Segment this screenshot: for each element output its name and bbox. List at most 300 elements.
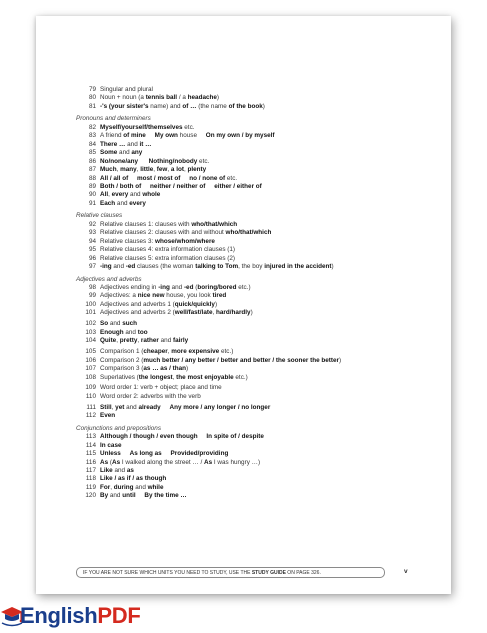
section-title: Conjunctions and prepositions bbox=[76, 424, 161, 432]
unit-title-keyword: any bbox=[131, 149, 143, 157]
unit-title-text bbox=[180, 175, 189, 182]
contents-entry bbox=[76, 404, 436, 412]
unit-title-text: and bbox=[112, 467, 127, 475]
unit-title-keyword: most / most of bbox=[137, 174, 181, 182]
unit-number: 90 bbox=[88, 191, 96, 199]
unit-title-text: Singular and plural bbox=[100, 86, 153, 93]
unit-number: 89 bbox=[88, 182, 96, 190]
contents-section bbox=[76, 212, 436, 271]
unit-title-keyword: -ing bbox=[158, 283, 170, 291]
unit-title-keyword: neither / neither of bbox=[150, 182, 206, 190]
unit-title-text: , bbox=[167, 166, 171, 174]
unit-title-keyword: whose/whom/where bbox=[155, 237, 215, 245]
unit-number: 83 bbox=[88, 132, 96, 140]
unit-title bbox=[100, 365, 188, 373]
unit-title bbox=[100, 103, 265, 111]
unit-number: 114 bbox=[85, 441, 96, 449]
unit-title-keyword: of the book bbox=[228, 102, 263, 110]
unit-title-text: Adjectives and adverbs 2 ( bbox=[100, 309, 175, 317]
unit-number: 94 bbox=[88, 237, 96, 245]
contents-entry bbox=[76, 246, 436, 254]
unit-title-keyword: -'s (your sister's bbox=[100, 102, 149, 110]
unit-title-keyword: quick/quickly bbox=[174, 300, 215, 308]
unit-title-text: Relative clauses 4: extra information clauses (1) bbox=[100, 246, 236, 254]
unit-title bbox=[100, 124, 195, 132]
contents-entry bbox=[76, 175, 436, 183]
unit-title bbox=[100, 238, 215, 246]
unit-title-keyword: much better / any better / better and better / the sooner the better bbox=[143, 356, 340, 364]
unit-title-text bbox=[146, 132, 155, 139]
contents-entry bbox=[76, 412, 436, 420]
unit-title-text: , bbox=[116, 166, 121, 174]
unit-title-text bbox=[205, 183, 214, 190]
unit-number: 109 bbox=[85, 384, 96, 392]
contents-entry bbox=[76, 238, 436, 246]
unit-title bbox=[100, 86, 153, 94]
unit-title-keyword: as bbox=[126, 467, 134, 475]
unit-title-text: etc.) bbox=[219, 348, 234, 356]
unit-title-keyword: it … bbox=[139, 140, 152, 148]
contents-entry bbox=[76, 393, 436, 401]
unit-title-keyword: such bbox=[122, 320, 138, 328]
unit-title bbox=[100, 374, 248, 382]
unit-number: 91 bbox=[88, 199, 96, 207]
contents-entry bbox=[76, 94, 436, 102]
unit-title-text bbox=[128, 175, 137, 182]
contents-entry bbox=[76, 141, 436, 149]
unit-title-text: house, you look bbox=[164, 292, 213, 300]
unit-title bbox=[100, 492, 187, 500]
unit-number: 87 bbox=[88, 166, 96, 174]
entry-group bbox=[76, 404, 436, 421]
unit-title bbox=[100, 183, 262, 191]
unit-title-text: ) bbox=[186, 365, 189, 373]
unit-title-text: etc. bbox=[225, 174, 238, 182]
unit-title-keyword: Nothing/nobody bbox=[148, 157, 198, 165]
unit-number: 101 bbox=[85, 309, 96, 317]
unit-title-text: etc. bbox=[182, 123, 195, 131]
unit-title-text: , bbox=[167, 348, 172, 356]
unit-title bbox=[100, 357, 341, 365]
unit-title-text: Relative clauses 3: bbox=[100, 237, 156, 245]
unit-title-text bbox=[141, 183, 150, 190]
contents-entry bbox=[76, 229, 436, 237]
unit-title bbox=[100, 229, 271, 237]
unit-title-text: ) bbox=[262, 102, 265, 110]
unit-title-text: Noun + noun (a bbox=[100, 94, 146, 102]
contents-entry bbox=[76, 365, 436, 373]
unit-title-text: ) bbox=[214, 300, 218, 308]
unit-number: 117 bbox=[85, 467, 96, 475]
unit-title-keyword: All / all of bbox=[100, 174, 129, 182]
unit-title-keyword: By bbox=[100, 492, 109, 500]
unit-title-keyword: the longest bbox=[138, 373, 173, 381]
unit-title-text: etc.) bbox=[236, 283, 251, 291]
unit-title-keyword: hard/hardly bbox=[216, 309, 251, 317]
contents-entry bbox=[76, 484, 436, 492]
unit-title bbox=[100, 459, 260, 467]
unit-number: 85 bbox=[88, 149, 96, 157]
unit-title-keyword: of … bbox=[182, 102, 197, 110]
unit-title-keyword: As bbox=[204, 458, 213, 466]
unit-title-text: and bbox=[158, 337, 173, 345]
unit-title-text: Superlatives ( bbox=[100, 373, 139, 381]
unit-title-keyword: rather bbox=[140, 337, 159, 345]
contents-entry bbox=[76, 284, 436, 292]
unit-title-text bbox=[121, 450, 130, 457]
unit-number: 110 bbox=[85, 392, 96, 400]
unit-title bbox=[100, 433, 264, 441]
unit-title-text: Adjectives ending in bbox=[100, 283, 159, 291]
unit-title bbox=[100, 320, 137, 328]
unit-title-text: Word order 1: verb + object; place and time bbox=[100, 384, 222, 392]
englishpdf-logo bbox=[0, 599, 160, 633]
unit-number: 79 bbox=[88, 86, 96, 93]
study-guide-note-pre: IF YOU ARE NOT SURE WHICH UNITS YOU NEED TO STUDY, USE THE bbox=[83, 570, 252, 576]
contents-entry bbox=[76, 450, 436, 458]
contents-entry bbox=[76, 433, 436, 441]
unit-title-keyword: My own bbox=[154, 132, 178, 140]
unit-title-keyword: while bbox=[147, 483, 164, 491]
contents-entry bbox=[76, 492, 436, 500]
unit-title-keyword: Like / as if / as though bbox=[100, 475, 167, 483]
unit-number: 86 bbox=[88, 157, 96, 165]
unit-title-keyword: who/that/which bbox=[191, 220, 238, 228]
unit-number: 80 bbox=[88, 94, 96, 102]
unit-number: 104 bbox=[85, 337, 96, 345]
unit-number: 112 bbox=[85, 412, 96, 420]
unit-title-text: , bbox=[136, 166, 141, 174]
unit-title-keyword: For bbox=[100, 483, 111, 491]
unit-title bbox=[100, 309, 253, 317]
unit-title-keyword: too bbox=[137, 328, 148, 336]
entry-group bbox=[76, 320, 436, 345]
contents-entry bbox=[76, 320, 436, 328]
unit-number: 82 bbox=[88, 123, 96, 131]
unit-title-text: I was hungry …) bbox=[212, 458, 261, 466]
entry-group bbox=[76, 221, 436, 272]
unit-title-text bbox=[162, 450, 171, 457]
contents-entry bbox=[76, 329, 436, 337]
unit-title-text: Comparison 1 ( bbox=[100, 348, 144, 356]
unit-number: 88 bbox=[88, 174, 96, 182]
unit-title-text: Comparison 3 ( bbox=[100, 365, 144, 373]
unit-title-keyword: of mine bbox=[123, 132, 146, 140]
contents-entry bbox=[76, 374, 436, 382]
contents-entry bbox=[76, 200, 436, 208]
unit-title-text: Adjectives and adverbs 1 ( bbox=[100, 300, 175, 308]
unit-title-keyword: every bbox=[129, 199, 146, 207]
unit-title-keyword: few bbox=[156, 166, 168, 174]
section-title: Pronouns and determiners bbox=[76, 115, 151, 123]
unit-title-keyword: every bbox=[111, 191, 129, 199]
unit-number: 111 bbox=[86, 403, 96, 411]
unit-title-keyword: Some bbox=[100, 149, 118, 157]
unit-number: 103 bbox=[85, 328, 96, 336]
contents-entry bbox=[76, 301, 436, 309]
contents-entry bbox=[76, 384, 436, 392]
unit-title-keyword: Unless bbox=[100, 450, 121, 458]
contents-entry bbox=[76, 158, 436, 166]
unit-title-text: / a bbox=[177, 94, 188, 102]
unit-title-text: ) bbox=[250, 309, 253, 317]
unit-title-keyword: pretty bbox=[119, 337, 138, 345]
contents-entry bbox=[76, 442, 436, 450]
unit-number: 120 bbox=[85, 492, 96, 500]
unit-title-text: and bbox=[133, 483, 148, 491]
unit-title bbox=[100, 191, 160, 199]
unit-title-keyword: boring/bored bbox=[197, 283, 237, 291]
unit-title-text: ) bbox=[216, 94, 220, 102]
contents-entry bbox=[76, 124, 436, 132]
unit-title-text: ( bbox=[193, 283, 198, 291]
unit-number: 84 bbox=[88, 140, 96, 148]
unit-title-text: clauses (the woman bbox=[135, 263, 196, 271]
unit-number: 96 bbox=[88, 254, 96, 262]
unit-number: 102 bbox=[85, 320, 96, 328]
unit-title bbox=[100, 484, 163, 492]
unit-number: 115 bbox=[85, 450, 96, 458]
unit-title bbox=[100, 263, 334, 271]
unit-title-keyword: In case bbox=[100, 441, 122, 449]
unit-number: 95 bbox=[88, 246, 96, 254]
unit-title-keyword: tennis ball bbox=[145, 94, 178, 102]
unit-title-keyword: nice new bbox=[137, 292, 165, 300]
contents-list bbox=[76, 86, 436, 501]
unit-title-text: , bbox=[212, 309, 217, 317]
unit-title bbox=[100, 132, 275, 140]
unit-number: 99 bbox=[88, 292, 96, 300]
unit-title-keyword: There … bbox=[100, 140, 126, 148]
unit-title-text: , bbox=[110, 483, 114, 491]
unit-title-text: Adjectives: a bbox=[100, 292, 138, 300]
unit-title-keyword: during bbox=[113, 483, 134, 491]
contents-section bbox=[76, 425, 436, 501]
entry-group bbox=[76, 124, 436, 209]
unit-title-text: and bbox=[123, 328, 138, 336]
contents-entry bbox=[76, 86, 436, 94]
unit-title bbox=[100, 284, 251, 292]
unit-title-keyword: plenty bbox=[187, 166, 207, 174]
contents-entry bbox=[76, 191, 436, 199]
unit-title bbox=[100, 141, 151, 149]
unit-number: 118 bbox=[85, 475, 96, 483]
unit-number: 93 bbox=[88, 229, 96, 237]
logo-word-pdf: PDF bbox=[97, 603, 141, 628]
contents-entry bbox=[76, 459, 436, 467]
unit-title-keyword: no / none of bbox=[189, 174, 226, 182]
unit-title bbox=[100, 475, 166, 483]
unit-title-keyword: In spite of / despite bbox=[206, 433, 264, 441]
unit-title-keyword: All bbox=[100, 191, 109, 199]
unit-title-keyword: cheaper bbox=[143, 348, 168, 356]
unit-title-keyword: So bbox=[100, 320, 109, 328]
contents-entry bbox=[76, 309, 436, 317]
contents-entry bbox=[76, 221, 436, 229]
unit-title-text: and bbox=[169, 283, 184, 291]
unit-title-keyword: Any more / any longer / no longer bbox=[169, 403, 271, 411]
contents-section bbox=[76, 276, 436, 421]
unit-number: 92 bbox=[88, 220, 96, 228]
unit-number: 113 bbox=[85, 433, 96, 441]
unit-title-keyword: Each bbox=[100, 199, 116, 207]
unit-title-text: name) and bbox=[148, 102, 183, 110]
unit-title-keyword: the most enjoyable bbox=[176, 373, 234, 381]
unit-title-keyword: little bbox=[140, 166, 154, 174]
unit-title-keyword: a lot bbox=[170, 166, 184, 174]
unit-title-text: A friend bbox=[100, 132, 124, 140]
unit-title-keyword: As bbox=[112, 458, 121, 466]
unit-title-keyword: Even bbox=[100, 412, 116, 420]
unit-number: 98 bbox=[88, 283, 96, 291]
entry-group bbox=[76, 284, 436, 318]
contents-entry bbox=[76, 263, 436, 271]
unit-title bbox=[100, 393, 201, 401]
unit-title-text: ) bbox=[339, 356, 342, 364]
study-guide-link-text: STUDY GUIDE bbox=[251, 570, 286, 576]
unit-number: 116 bbox=[85, 458, 96, 466]
unit-title bbox=[100, 301, 217, 309]
unit-title-keyword: more expensive bbox=[171, 348, 220, 356]
unit-title bbox=[100, 221, 237, 229]
unit-title-keyword: as … as / than bbox=[143, 365, 187, 373]
unit-title-text: Word order 2: adverbs with the verb bbox=[100, 392, 201, 400]
unit-title bbox=[100, 149, 142, 157]
unit-title bbox=[100, 450, 228, 458]
unit-title-text: I walked along the street … / bbox=[120, 458, 205, 466]
unit-title-keyword: who/that/which bbox=[225, 229, 272, 237]
unit-title-keyword: tired bbox=[212, 292, 227, 300]
unit-title-text: Relative clauses 2: clauses with and without bbox=[100, 229, 226, 237]
unit-title-keyword: On my own / by myself bbox=[205, 132, 275, 140]
study-guide-note-post: ON PAGE 326. bbox=[285, 570, 321, 576]
logo-wordmark bbox=[20, 602, 140, 630]
unit-title-text: and bbox=[125, 140, 140, 148]
unit-title-keyword: fairly bbox=[173, 337, 189, 345]
entry-group bbox=[76, 348, 436, 382]
unit-title-text: and bbox=[111, 263, 126, 271]
unit-title-text: and bbox=[124, 403, 139, 411]
unit-title-text: ( bbox=[108, 458, 112, 466]
unit-title bbox=[100, 412, 115, 420]
unit-title-keyword: already bbox=[138, 403, 161, 411]
unit-title-keyword: yet bbox=[115, 403, 125, 411]
unit-title bbox=[100, 292, 226, 300]
unit-title-text: and bbox=[128, 191, 143, 199]
contents-entry bbox=[76, 467, 436, 475]
unit-title-text: etc. bbox=[197, 157, 210, 165]
unit-number: 105 bbox=[85, 348, 96, 356]
unit-title-keyword: By the time … bbox=[144, 492, 187, 500]
unit-title-keyword: -ing bbox=[100, 263, 112, 271]
unit-title bbox=[100, 337, 188, 345]
unit-title-keyword: Quite bbox=[100, 337, 117, 345]
unit-title-keyword: -ed bbox=[183, 283, 194, 291]
unit-title-text: (the name bbox=[196, 102, 229, 110]
unit-title bbox=[100, 158, 209, 166]
unit-title bbox=[100, 467, 134, 475]
contents-entry bbox=[76, 255, 436, 263]
study-guide-note bbox=[76, 567, 385, 578]
unit-title-text: , bbox=[108, 191, 112, 199]
unit-title bbox=[100, 255, 235, 263]
unit-title-text: Comparison 2 ( bbox=[100, 356, 144, 364]
unit-title-text: , bbox=[137, 337, 141, 345]
unit-title bbox=[100, 175, 237, 183]
contents-entry bbox=[76, 348, 436, 356]
unit-title-text: , bbox=[111, 403, 116, 411]
contents-entry bbox=[76, 166, 436, 174]
unit-number: 107 bbox=[85, 365, 96, 373]
contents-entry bbox=[76, 132, 436, 140]
unit-title-keyword: talking to Tom bbox=[195, 263, 239, 271]
intro-entries bbox=[76, 86, 436, 111]
contents-entry bbox=[76, 103, 436, 111]
unit-title bbox=[100, 200, 146, 208]
contents-entry bbox=[76, 475, 436, 483]
logo-word-english: English bbox=[20, 603, 98, 628]
unit-number: 108 bbox=[85, 373, 96, 381]
unit-title-keyword: As bbox=[100, 458, 109, 466]
contents-entry bbox=[76, 149, 436, 157]
unit-title bbox=[100, 246, 235, 254]
unit-number: 81 bbox=[88, 102, 96, 110]
unit-number: 97 bbox=[88, 263, 96, 271]
contents-entry bbox=[76, 337, 436, 345]
unit-title-text: , the boy bbox=[238, 263, 265, 271]
page-number: v bbox=[404, 568, 408, 575]
section-title: Relative clauses bbox=[76, 212, 123, 220]
unit-title-keyword: headache bbox=[187, 94, 217, 102]
unit-title-keyword: Both / both of bbox=[100, 182, 142, 190]
unit-title-text: ) bbox=[331, 263, 334, 271]
unit-title-text: Relative clauses 5: extra information clauses (2) bbox=[100, 254, 236, 262]
unit-title-keyword: well/fast/late bbox=[174, 309, 213, 317]
unit-title-keyword: whole bbox=[142, 191, 161, 199]
unit-title-text: and bbox=[115, 199, 130, 207]
unit-title-keyword: Much bbox=[100, 166, 117, 174]
contents-entry bbox=[76, 357, 436, 365]
unit-number: 100 bbox=[85, 300, 96, 308]
section-title: Adjectives and adverbs bbox=[76, 275, 142, 283]
unit-title-keyword: No/none/any bbox=[100, 157, 139, 165]
entry-group bbox=[76, 384, 436, 401]
unit-title-text: and bbox=[108, 320, 123, 328]
unit-title bbox=[100, 329, 148, 337]
unit-title-text: , bbox=[172, 373, 177, 381]
unit-title-text: , bbox=[116, 337, 120, 345]
unit-title-keyword: injured in the accident bbox=[264, 263, 332, 271]
unit-title-keyword: Like bbox=[100, 467, 113, 475]
unit-title bbox=[100, 442, 122, 450]
unit-title-text: , bbox=[183, 166, 188, 174]
unit-title-keyword: either / either of bbox=[214, 182, 262, 190]
book-page bbox=[36, 16, 451, 594]
entry-group bbox=[76, 433, 436, 501]
unit-title-text: etc.) bbox=[233, 373, 248, 381]
unit-title-text: and bbox=[108, 492, 123, 500]
unit-title-text: and bbox=[117, 149, 132, 157]
unit-title-keyword: until bbox=[122, 492, 136, 500]
unit-title-text: , bbox=[153, 166, 157, 174]
unit-title-keyword: Enough bbox=[100, 328, 124, 336]
unit-title bbox=[100, 404, 270, 412]
contents-section bbox=[76, 115, 436, 208]
unit-title bbox=[100, 384, 222, 392]
unit-title-keyword: Although / though / even though bbox=[100, 433, 198, 441]
unit-title-keyword: Myself/yourself/themselves bbox=[100, 123, 183, 131]
unit-number: 106 bbox=[85, 356, 96, 364]
